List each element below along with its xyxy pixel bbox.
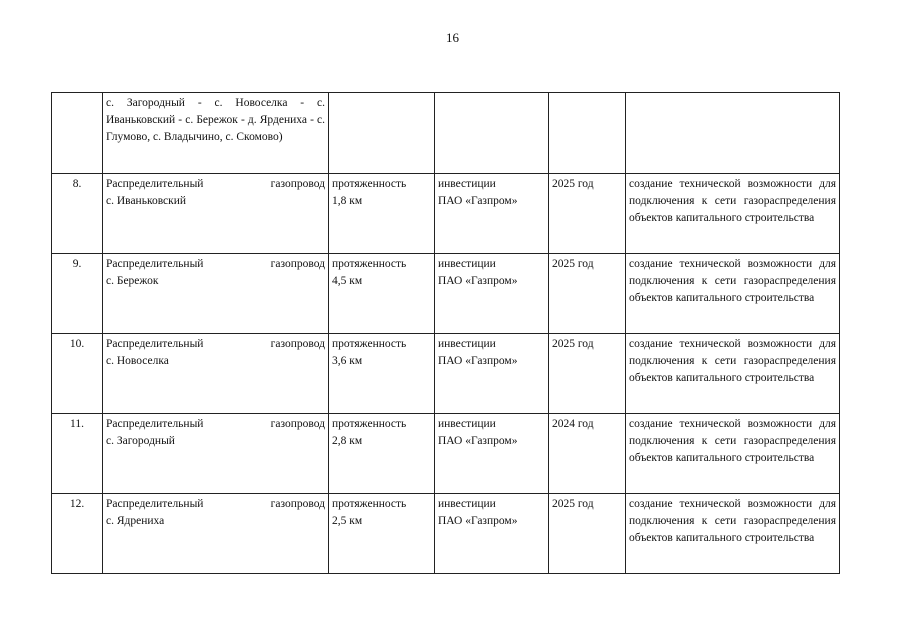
name-word: газопровод bbox=[270, 178, 325, 190]
length-value: 2,8 км bbox=[332, 435, 363, 447]
name-settlement: с. Бережок bbox=[106, 275, 159, 287]
cell-year bbox=[549, 93, 626, 174]
cell-name bbox=[103, 254, 329, 334]
funding-line: инвестиции bbox=[438, 418, 496, 430]
cell-number: 8. bbox=[52, 174, 103, 254]
funding-line: инвестиции bbox=[438, 338, 496, 350]
cell-number bbox=[52, 93, 103, 174]
cell-funding bbox=[435, 254, 549, 334]
length-value: 1,8 км bbox=[332, 195, 363, 207]
cell-name bbox=[103, 334, 329, 414]
length-label: протяженность bbox=[332, 418, 407, 430]
name-word: Распределительный bbox=[106, 178, 204, 190]
funding-line: инвестиции bbox=[438, 258, 496, 270]
length-value: 2,5 км bbox=[332, 515, 363, 527]
cell-purpose: создание технической возможности для подключения к сети газораспределения объектов капитального строительства bbox=[626, 414, 840, 494]
name-word: Распределительный bbox=[106, 338, 204, 350]
cell-purpose: создание технической возможности для подключения к сети газораспределения объектов капитального строительства bbox=[626, 334, 840, 414]
cell-year: 2025 год bbox=[549, 254, 626, 334]
cell-number: 11. bbox=[52, 414, 103, 494]
funding-line: инвестиции bbox=[438, 498, 496, 510]
cell-number: 12. bbox=[52, 494, 103, 574]
name-word: Распределительный bbox=[106, 498, 204, 510]
cell-funding bbox=[435, 414, 549, 494]
length-value: 4,5 км bbox=[332, 275, 363, 287]
cell-length bbox=[329, 254, 435, 334]
name-settlement: с. Новоселка bbox=[106, 355, 169, 367]
cell-purpose: создание технической возможности для подключения к сети газораспределения объектов капитального строительства bbox=[626, 254, 840, 334]
length-value: 3,6 км bbox=[332, 355, 363, 367]
cell-purpose bbox=[626, 93, 840, 174]
table-row bbox=[52, 334, 840, 414]
cell-year: 2025 год bbox=[549, 494, 626, 574]
page-number: 16 bbox=[446, 30, 459, 45]
length-label: протяженность bbox=[332, 498, 407, 510]
cell-length bbox=[329, 174, 435, 254]
cell-funding bbox=[435, 174, 549, 254]
name-word: газопровод bbox=[270, 498, 325, 510]
funding-line: инвестиции bbox=[438, 178, 496, 190]
name-settlement: с. Ядрениха bbox=[106, 515, 165, 527]
cell-name bbox=[103, 414, 329, 494]
cell-year: 2025 год bbox=[549, 174, 626, 254]
name-settlement: с. Загородный bbox=[106, 435, 175, 447]
cell-name bbox=[103, 174, 329, 254]
name-word: Распределительный bbox=[106, 258, 204, 270]
name-settlement: с. Иваньковский bbox=[106, 195, 187, 207]
cell-funding bbox=[435, 334, 549, 414]
cell-name bbox=[103, 494, 329, 574]
name-word: газопровод bbox=[270, 338, 325, 350]
funding-line: ПАО «Газпром» bbox=[438, 515, 518, 527]
cell-purpose: создание технической возможности для подключения к сети газораспределения объектов капитального строительства bbox=[626, 174, 840, 254]
cell-number: 10. bbox=[52, 334, 103, 414]
name-word: Распределительный bbox=[106, 418, 204, 430]
cell-funding bbox=[435, 494, 549, 574]
name-word: газопровод bbox=[270, 418, 325, 430]
funding-line: ПАО «Газпром» bbox=[438, 275, 518, 287]
cell-purpose: создание технической возможности для подключения к сети газораспределения объектов капитального строительства bbox=[626, 494, 840, 574]
table-row bbox=[52, 414, 840, 494]
funding-line: ПАО «Газпром» bbox=[438, 355, 518, 367]
funding-line: ПАО «Газпром» bbox=[438, 435, 518, 447]
length-label: протяженность bbox=[332, 338, 407, 350]
cell-length bbox=[329, 93, 435, 174]
cell-length bbox=[329, 334, 435, 414]
table-row bbox=[52, 254, 840, 334]
cell-number: 9. bbox=[52, 254, 103, 334]
table-row bbox=[52, 174, 840, 254]
length-label: протяженность bbox=[332, 178, 407, 190]
cell-funding bbox=[435, 93, 549, 174]
table-row bbox=[52, 494, 840, 574]
cell-year: 2025 год bbox=[549, 334, 626, 414]
funding-line: ПАО «Газпром» bbox=[438, 195, 518, 207]
table-row-continuation bbox=[52, 93, 840, 174]
name-word: газопровод bbox=[270, 258, 325, 270]
cell-year: 2024 год bbox=[549, 414, 626, 494]
length-label: протяженность bbox=[332, 258, 407, 270]
cell-name: с. Загородный - с. Новоселка - с. Иваньковский - с. Бережок - д. Ярдениха - с. Глумово, с. Владычино, с. Скомово) bbox=[103, 93, 329, 174]
cell-length bbox=[329, 494, 435, 574]
cell-length bbox=[329, 414, 435, 494]
infrastructure-table bbox=[51, 92, 840, 574]
